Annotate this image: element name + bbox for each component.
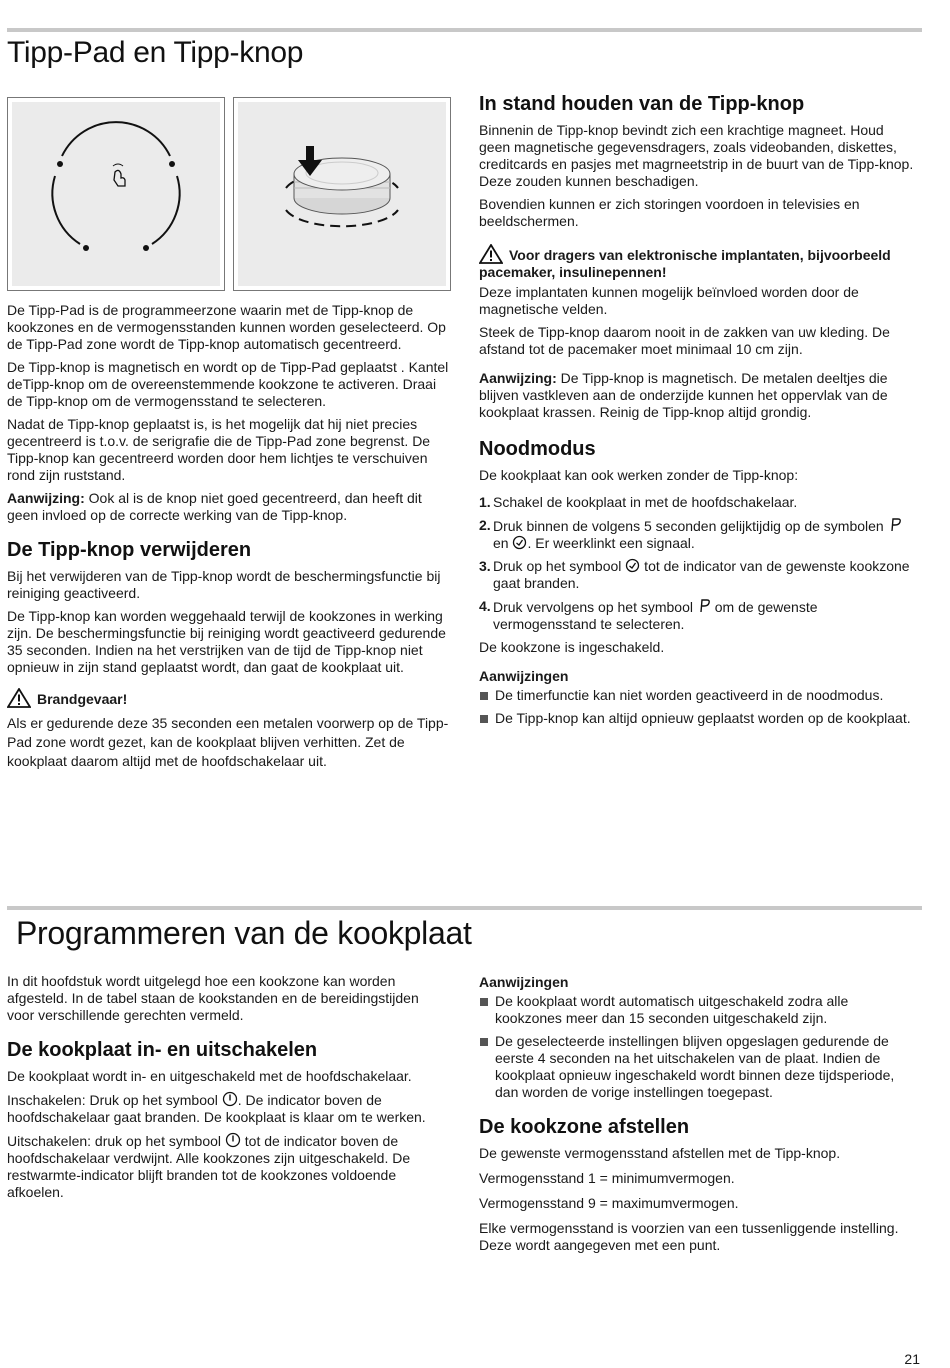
- paragraph: Binnenin de Tipp-knop bevindt zich een krachtige magneet. Houd geen magnetische gegevensdragers, zoals videobanden, diskettes, creditcards en pasjes met magrneetstrip in de buurt van de Tipp-knop. Deze zouden kunnen beschadigen.: [479, 122, 914, 189]
- list-item: [479, 687, 917, 704]
- text-part: tot de indicator boven de hoofdschakelaar verdwijnt. Alle kookzones zijn uitgeschakeld. De restwarmte-indicator blijft branden tot de kookzones voldoende afkoelen.: [7, 1133, 411, 1200]
- section-title-tipp: Tipp-Pad en Tipp-knop: [7, 36, 304, 69]
- list-item: [479, 710, 917, 727]
- note-label: Aanwijzing:: [7, 490, 85, 506]
- step-text-part: Druk op het symbool: [493, 558, 626, 574]
- section2-right-column: [479, 974, 917, 1260]
- section2-left-column: [7, 973, 449, 1207]
- bullet-icon: [480, 715, 488, 723]
- paragraph: Vermogensstand 9 = maximumvermogen.: [479, 1195, 739, 1211]
- list-item-text: De timerfunctie kan niet worden geactiveerd in de noodmodus.: [495, 687, 884, 703]
- step-number: 4.: [479, 598, 491, 614]
- notes-heading: Aanwijzingen: [479, 974, 569, 990]
- p-symbol-icon: [697, 598, 711, 614]
- list-item: [479, 1033, 917, 1101]
- list-item-text: De geselecteerde instellingen blijven opgeslagen gedurende de eerste 4 seconden na het uitschakelen van de plaat. Indien de kookplaat opnieuw ingeschakeld wordt binnen deze tijdsperiode, dan worden de vorige instellingen toegepast.: [495, 1033, 895, 1100]
- note-paragraph: [479, 370, 917, 421]
- notes-list: [479, 993, 917, 1101]
- note-label: Aanwijzing:: [479, 370, 557, 386]
- warning-triangle-icon: [7, 688, 31, 708]
- step-item: [479, 558, 917, 592]
- step-item: [479, 598, 917, 633]
- top-rule: [7, 28, 922, 32]
- paragraph: De Tipp-Pad is de programmeerzone waarin met de Tipp-knop de kookzones en de vermogensstanden kunnen worden geselecteerd. Op de Tipp-Pad zone wordt de Tipp-knop automatisch gecentreerd.: [7, 302, 446, 352]
- paragraph: [7, 1091, 449, 1126]
- power-symbol-icon: [225, 1132, 241, 1148]
- fire-warning-text: Als er gedurende deze 35 seconden een metalen voorwerp op de Tipp-Pad zone wordt gezet, kan de kookplaat blijven verhitten. Zet de kookplaat daarom altijd met de hoofdschakelaar uit.: [7, 715, 449, 769]
- paragraph: In dit hoofdstuk wordt uitgelegd hoe een kookzone kan worden afgesteld. In de tabel staan de kookstanden en de bereidingstijden voor verschillende gerechten vermeld.: [7, 973, 419, 1023]
- step-text-part: om de gewenste vermogensstand te selecteren.: [493, 599, 818, 632]
- figure-tipp-pad: [7, 97, 225, 291]
- list-item-text: De Tipp-knop kan altijd opnieuw geplaatst worden op de kookplaat.: [495, 710, 911, 726]
- step-text-part: Druk vervolgens op het symbool: [493, 599, 697, 615]
- step-text-part: tot de indicator van de gewenste kookzone gaat branden.: [493, 558, 910, 591]
- bullet-icon: [480, 998, 488, 1006]
- paragraph: De kookplaat wordt in- en uitgeschakeld met de hoofdschakelaar.: [7, 1068, 412, 1084]
- note-text: Ook al is de knop niet goed gecentreerd, dan heeft dit geen invloed op de correcte werking van de Tipp-knop.: [7, 490, 422, 523]
- step-text-part: Druk binnen de volgens 5 seconden gelijktijdig op de symbolen: [493, 518, 888, 534]
- text-part: . De indicator boven de hoofdschakelaar gaat branden. De kookplaat is klaar om te werken.: [7, 1092, 426, 1125]
- bullet-icon: [480, 692, 488, 700]
- paragraph: Deze implantaten kunnen mogelijk beïnvloed worden door de magnetische velden.: [479, 284, 859, 317]
- figure-tipp-knop: [233, 97, 451, 291]
- power-symbol-icon: [222, 1091, 238, 1107]
- emergency-steps: [479, 494, 917, 633]
- fire-warning-label: Brandgevaar!: [37, 691, 128, 707]
- notes-heading: Aanwijzingen: [479, 668, 569, 684]
- paragraph: Nadat de Tipp-knop geplaatst is, is het mogelijk dat hij niet precies gecentreerd is t.o.v. de serigrafie die de Tipp-Pad zone begrenst. De Tipp-knop kan gecentreerd worden door hem lichtjes te verschuiven rond zijn ruststand.: [7, 416, 431, 483]
- paragraph: Vermogensstand 1 = minimumvermogen.: [479, 1170, 735, 1186]
- paragraph: Bovendien kunnen er zich storingen voordoen in televisies en beeldschermen.: [479, 196, 860, 229]
- paragraph: De Tipp-knop kan worden weggehaald terwijl de kookzones in werking zijn. De beschermingsfunctie bij reiniging wordt geactiveerd gedurende 35 seconden. Indien na het verstrijken van de tijd de Tipp-knop niet opnieuw in zijn stand geplaatst wordt, dan gaat de kookplaat uit.: [7, 608, 446, 675]
- step-number: 3.: [479, 558, 491, 574]
- tipp-knop-illustration: [238, 102, 446, 286]
- bullet-icon: [480, 1038, 488, 1046]
- section-rule: [7, 906, 922, 910]
- p-symbol-icon: [888, 517, 902, 533]
- list-item: [479, 993, 917, 1027]
- heading-remove-knob: De Tipp-knop verwijderen: [7, 539, 252, 561]
- timer-symbol-icon: [625, 558, 640, 573]
- paragraph: Bij het verwijderen van de Tipp-knop wordt de beschermingsfunctie bij reiniging geactiveerd.: [7, 568, 441, 601]
- step-text: [493, 558, 917, 592]
- heading-adjust-zone: De kookzone afstellen: [479, 1116, 690, 1138]
- page-number: 21: [904, 1351, 920, 1367]
- timer-symbol-icon: [512, 535, 527, 550]
- fire-warning: [7, 688, 449, 708]
- paragraph: De gewenste vermogensstand afstellen met de Tipp-knop.: [479, 1145, 841, 1161]
- implant-warning-label: Voor dragers van elektronische implantaten, bijvoorbeeld pacemaker, insulinepennen!: [479, 247, 891, 280]
- step-text-part: Schakel de kookplaat in met de hoofdschakelaar.: [493, 494, 798, 510]
- step-text: [493, 494, 797, 511]
- step-item: [479, 494, 917, 511]
- list-item-text: De kookplaat wordt automatisch uitgeschakeld zodra alle kookzones meer dan 15 seconden uitgeschakeld zijn.: [495, 993, 849, 1026]
- implant-warning: [479, 244, 917, 281]
- step-text: [493, 598, 917, 633]
- paragraph: De kookzone is ingeschakeld.: [479, 639, 665, 655]
- paragraph: De Tipp-knop is magnetisch en wordt op de Tipp-Pad geplaatst . Kantel deTipp-knop om de overeenstemmende kookzone te activeren. Draai de Tipp-knop om de vermogensstand te selecteren.: [7, 359, 449, 409]
- note-paragraph: [7, 490, 449, 524]
- text-part: Inschakelen: Druk op het symbool: [7, 1092, 222, 1108]
- step-number: 1.: [479, 494, 491, 510]
- section1-right-column: [479, 92, 917, 733]
- step-text-part: en: [493, 535, 513, 551]
- heading-emergency-mode: Noodmodus: [479, 438, 596, 460]
- step-item: [479, 517, 917, 552]
- heading-maintenance: In stand houden van de Tipp-knop: [479, 93, 805, 115]
- heading-on-off: De kookplaat in- en uitschakelen: [7, 1039, 318, 1061]
- section1-left-column: [7, 302, 449, 777]
- notes-list: [479, 687, 917, 727]
- note-text: De Tipp-knop is magnetisch. De metalen deeltjes die blijven vastkleven aan de onderzijde kunnen het oppervlak van de kookplaat krassen. Reinig de Tipp-knop altijd grondig.: [479, 370, 888, 420]
- step-text-part: . Er weerklinkt een signaal.: [527, 535, 695, 551]
- paragraph: De kookplaat kan ook werken zonder de Tipp-knop:: [479, 467, 799, 483]
- paragraph: Steek de Tipp-knop daarom nooit in de zakken van uw kleding. De afstand tot de pacemaker moet minimaal 10 cm zijn.: [479, 324, 890, 357]
- paragraph: Elke vermogensstand is voorzien van een tussenliggende instelling. Deze wordt aangegeven met een punt.: [479, 1220, 899, 1253]
- paragraph: [7, 1132, 449, 1201]
- text-part: Uitschakelen: druk op het symbool: [7, 1133, 225, 1149]
- section-title-programming: Programmeren van de kookplaat: [16, 915, 472, 951]
- step-text: [493, 517, 917, 552]
- tipp-pad-illustration: [12, 102, 220, 286]
- step-number: 2.: [479, 517, 491, 533]
